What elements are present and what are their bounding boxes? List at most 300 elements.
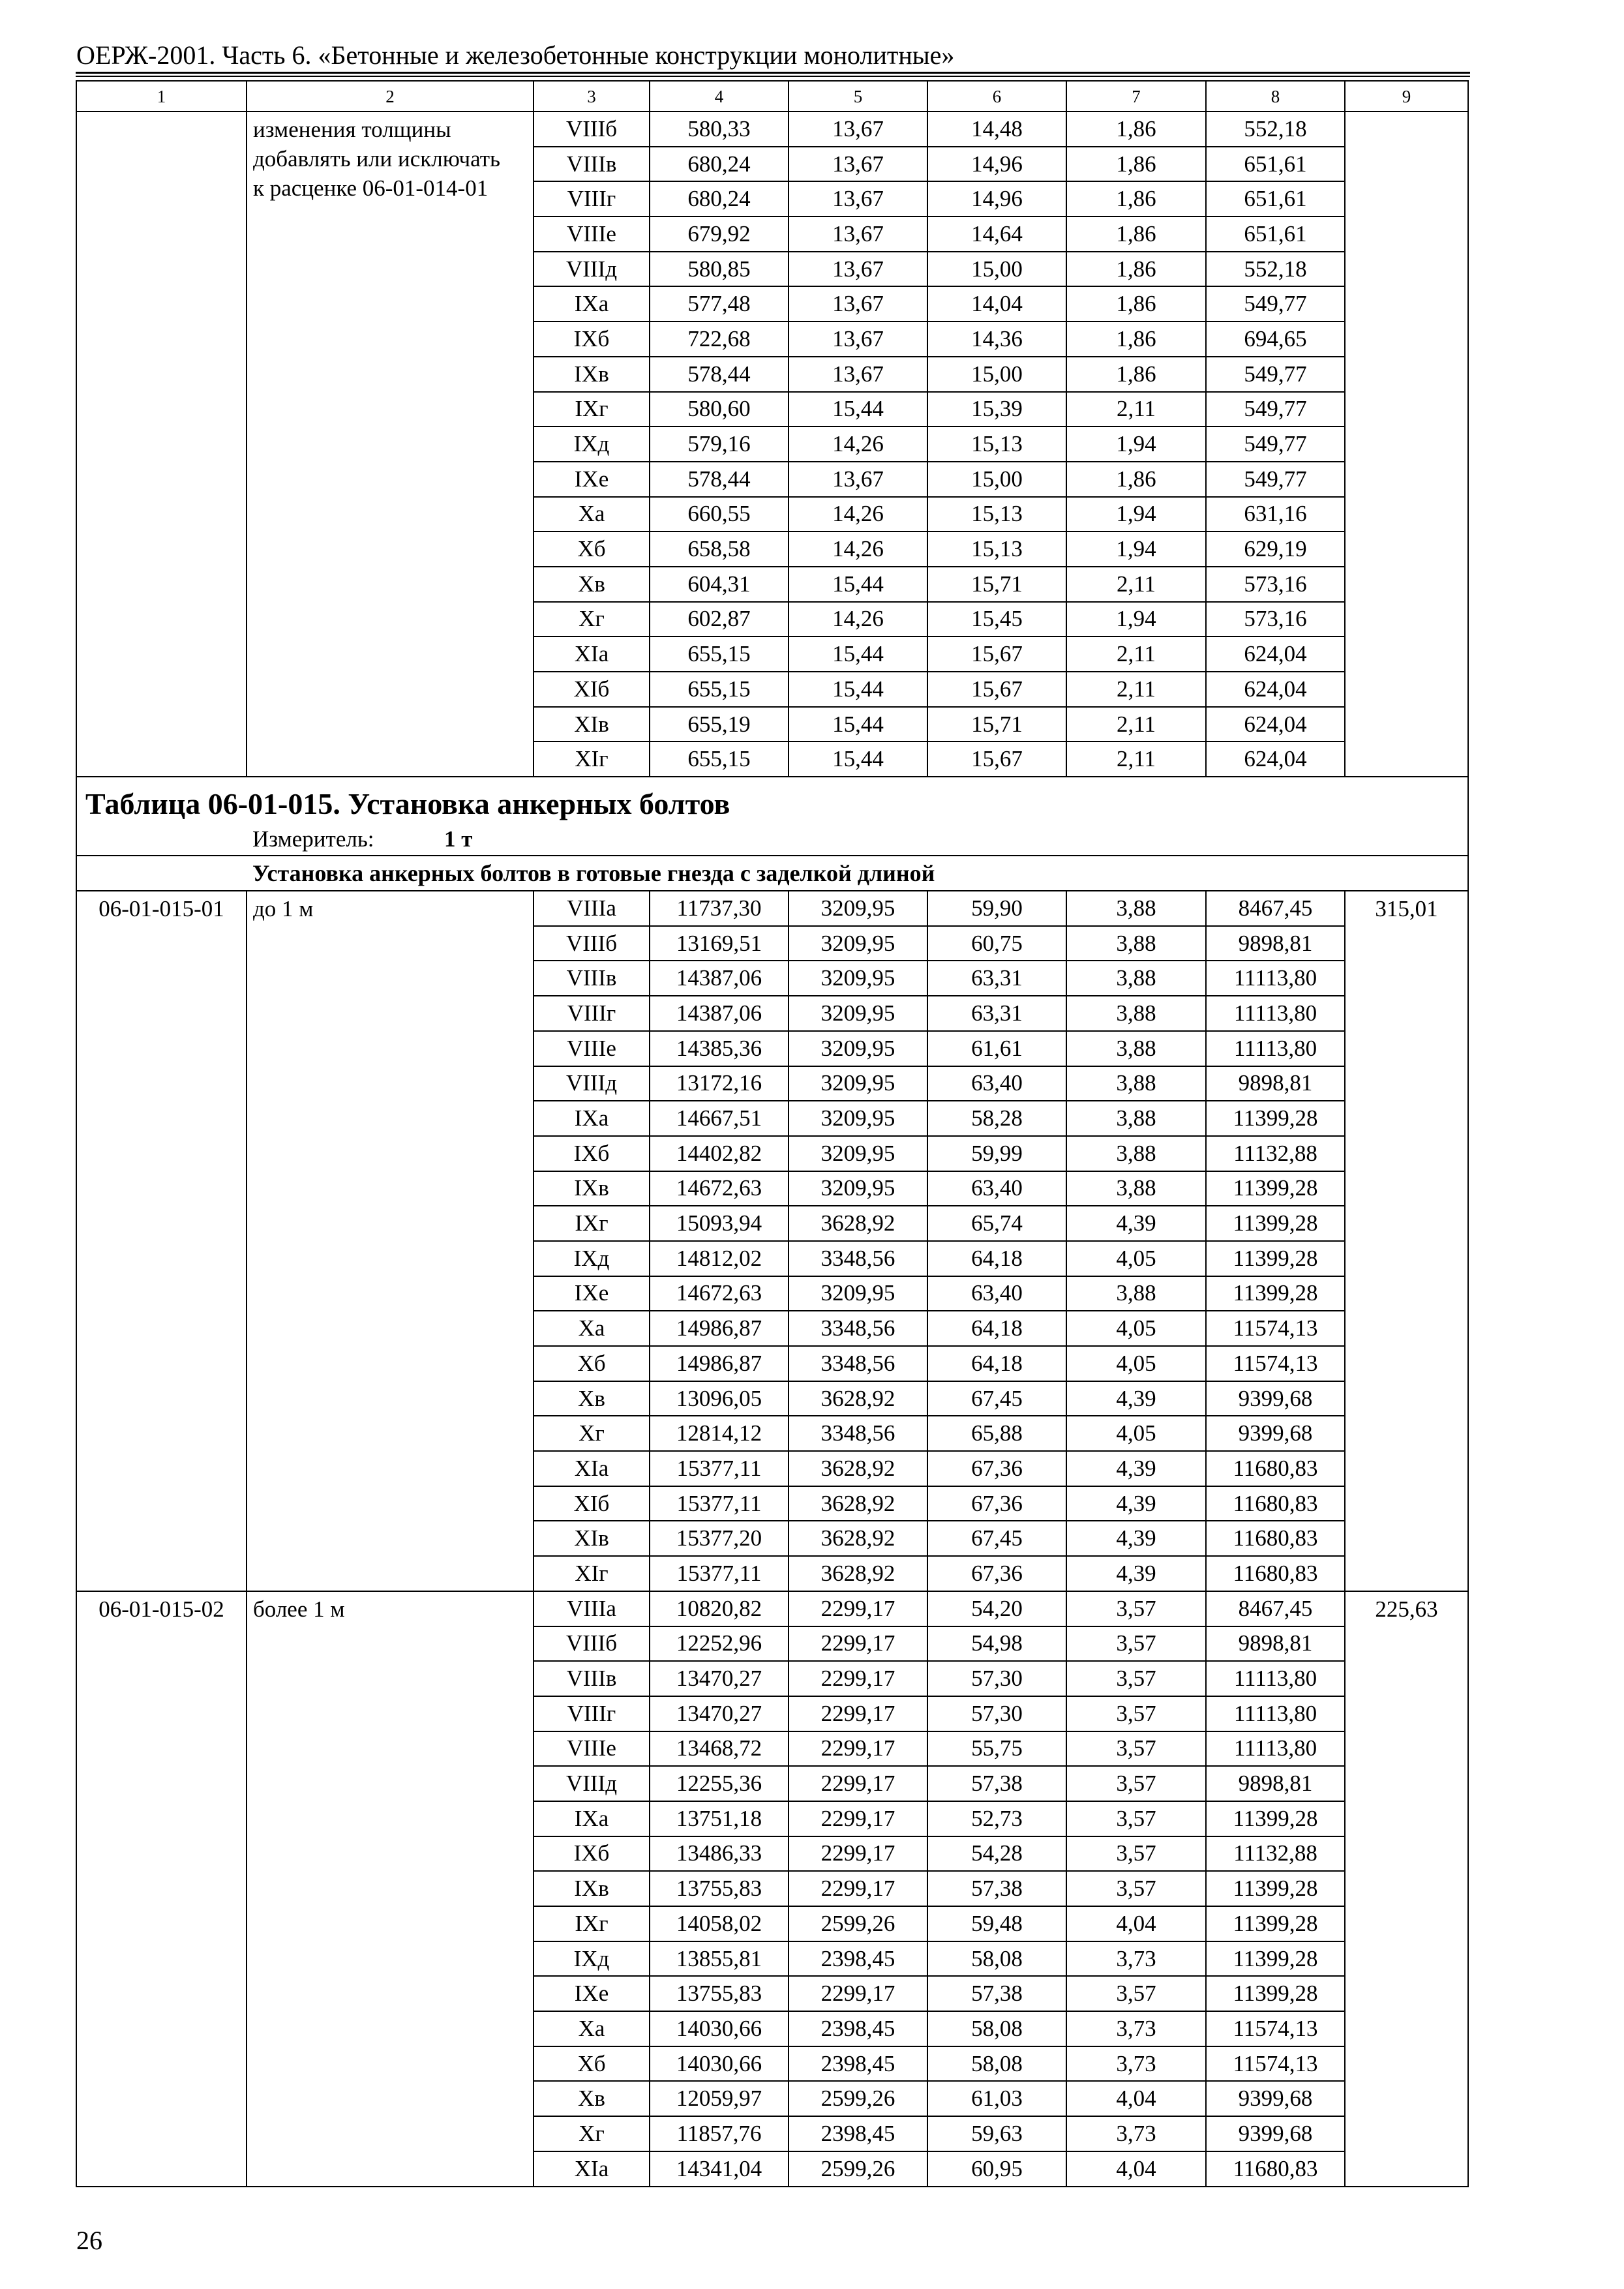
value-cell-col6: 15,13 [927,426,1066,462]
value-cell-col6: 67,36 [927,1451,1066,1486]
value-cell-col4: 14667,51 [650,1101,789,1136]
zone-cell: Xа [534,1311,650,1346]
value-cell-col8: 11574,13 [1206,1346,1345,1381]
value-cell-col7: 4,04 [1066,2081,1206,2116]
value-cell-col7: 1,86 [1066,147,1206,182]
value-cell-col8: 9399,68 [1206,1381,1345,1416]
value-cell-col8: 11113,80 [1206,961,1345,996]
zone-cell: XIб [534,672,650,707]
table-header [76,81,1468,112]
value-cell-col6: 63,40 [927,1066,1066,1101]
value-cell-col8: 11574,13 [1206,2011,1345,2046]
zone-cell: Xв [534,2081,650,2116]
value-cell-col5: 2599,26 [789,2151,927,2187]
value-cell-col4: 14672,63 [650,1171,789,1206]
value-cell-col7: 1,86 [1066,286,1206,322]
value-cell-col4: 13751,18 [650,1801,789,1836]
column-number-row [76,81,1468,112]
zone-cell: VIIIд [534,1766,650,1801]
value-cell-col5: 3628,92 [789,1206,927,1241]
value-cell-col8: 11399,28 [1206,1871,1345,1906]
value-cell-col6: 15,13 [927,531,1066,567]
value-cell-col4: 12814,12 [650,1416,789,1451]
value-cell-col5: 15,44 [789,392,927,427]
column-number: 2 [247,81,534,112]
value-cell-col7: 1,86 [1066,322,1206,357]
value-cell-col6: 60,75 [927,926,1066,961]
value-cell-col7: 3,88 [1066,1276,1206,1311]
value-cell-col4: 12252,96 [650,1626,789,1662]
value-cell-col8: 549,77 [1206,462,1345,497]
rate-code-cell: 06-01-015-02 [76,1591,247,2187]
zone-cell: IXд [534,1241,650,1276]
zone-cell: VIIIв [534,147,650,182]
value-cell-col4: 604,31 [650,567,789,602]
work-description-cell [247,112,534,777]
value-cell-col6: 64,18 [927,1311,1066,1346]
value-cell-col6: 63,31 [927,961,1066,996]
value-cell-col5: 3348,56 [789,1311,927,1346]
rate-code-cell: 06-01-015-01 [76,891,247,1591]
description-line: к расценке 06-01-014-01 [253,175,489,201]
value-cell-col4: 15093,94 [650,1206,789,1241]
value-cell-col6: 14,96 [927,147,1066,182]
value-cell-col8: 573,16 [1206,567,1345,602]
value-cell-col4: 13855,81 [650,1941,789,1977]
zone-cell: IXд [534,426,650,462]
value-cell-col4: 14341,04 [650,2151,789,2187]
value-cell-col5: 2299,17 [789,1976,927,2011]
value-cell-col4: 13470,27 [650,1696,789,1731]
zone-cell: IXа [534,1801,650,1836]
zone-cell: IXг [534,1906,650,1941]
zone-cell: IXг [534,392,650,427]
zone-cell: VIIIе [534,217,650,252]
zone-cell: VIIIа [534,1591,650,1626]
table-title-cell [76,777,1468,856]
description-line: добавлять или исключать [253,146,501,172]
value-cell-col4: 11857,76 [650,2116,789,2151]
value-cell-col5: 2398,45 [789,1941,927,1977]
value-cell-col5: 13,67 [789,252,927,287]
value-cell-col6: 61,03 [927,2081,1066,2116]
value-cell-col4: 580,60 [650,392,789,427]
zone-cell: VIIIа [534,891,650,926]
value-cell-col5: 3348,56 [789,1241,927,1276]
value-cell-col8: 11680,83 [1206,1521,1345,1556]
value-cell-col4: 655,15 [650,636,789,672]
value-cell-col6: 58,08 [927,2011,1066,2046]
value-cell-col4: 580,33 [650,112,789,147]
value-cell-col7: 4,39 [1066,1206,1206,1241]
value-cell-col5: 13,67 [789,112,927,147]
value-cell-col6: 67,45 [927,1381,1066,1416]
value-cell-col8: 624,04 [1206,707,1345,742]
value-cell-col8: 651,61 [1206,147,1345,182]
value-cell-col7: 3,88 [1066,1066,1206,1101]
value-cell-col4: 13486,33 [650,1836,789,1872]
zone-cell: Xб [534,2046,650,2082]
value-cell-col5: 3209,95 [789,891,927,926]
zone-cell: VIIIб [534,1626,650,1662]
value-cell-col8: 651,61 [1206,181,1345,217]
value-cell-col6: 67,36 [927,1486,1066,1521]
value-cell-col4: 577,48 [650,286,789,322]
zone-cell: IXб [534,322,650,357]
value-cell-col4: 578,44 [650,357,789,392]
value-cell-col7: 4,05 [1066,1416,1206,1451]
value-cell-col4: 12255,36 [650,1766,789,1801]
unit-line [85,823,1467,855]
value-cell-col6: 67,36 [927,1556,1066,1591]
value-cell-col7: 3,57 [1066,1836,1206,1872]
value-cell-col7: 4,05 [1066,1241,1206,1276]
value-cell-col6: 59,63 [927,2116,1066,2151]
value-cell-col7: 3,88 [1066,1171,1206,1206]
value-cell-col5: 15,44 [789,567,927,602]
table-row [76,891,1468,926]
value-cell-col5: 14,26 [789,497,927,532]
value-cell-col8: 8467,45 [1206,891,1345,926]
value-cell-col4: 14986,87 [650,1311,789,1346]
zone-cell: IXг [534,1206,650,1241]
value-cell-col8: 9399,68 [1206,2081,1345,2116]
value-cell-col5: 3348,56 [789,1416,927,1451]
value-cell-col6: 61,61 [927,1031,1066,1066]
value-cell-col7: 3,88 [1066,1101,1206,1136]
zone-cell: XIв [534,1521,650,1556]
value-cell-col8: 9399,68 [1206,2116,1345,2151]
value-cell-col5: 3209,95 [789,1031,927,1066]
value-cell-col6: 58,28 [927,1101,1066,1136]
value-cell-col5: 2299,17 [789,1766,927,1801]
value-cell-col6: 57,38 [927,1976,1066,2011]
value-cell-col5: 13,67 [789,462,927,497]
column-number: 4 [650,81,789,112]
value-cell-col8: 624,04 [1206,741,1345,777]
value-cell-col7: 4,05 [1066,1311,1206,1346]
value-cell-col4: 14387,06 [650,996,789,1031]
value-cell-col8: 11113,80 [1206,1661,1345,1696]
col9-value-cell: 225,63 [1345,1591,1468,2187]
zone-cell: IXв [534,1871,650,1906]
value-cell-col4: 579,16 [650,426,789,462]
value-cell-col5: 2299,17 [789,1836,927,1872]
work-description-cell: до 1 м [247,891,534,1591]
value-cell-col8: 549,77 [1206,286,1345,322]
zone-cell: VIIIе [534,1731,650,1767]
value-cell-col4: 660,55 [650,497,789,532]
value-cell-col8: 9898,81 [1206,1766,1345,1801]
value-cell-col8: 651,61 [1206,217,1345,252]
zone-cell: Xг [534,2116,650,2151]
value-cell-col6: 15,00 [927,252,1066,287]
value-cell-col6: 63,31 [927,996,1066,1031]
value-cell-col4: 655,19 [650,707,789,742]
value-cell-col5: 15,44 [789,672,927,707]
zone-cell: Xб [534,1346,650,1381]
zone-cell: VIIIб [534,926,650,961]
zone-cell: VIIIб [534,112,650,147]
value-cell-col7: 1,94 [1066,602,1206,637]
value-cell-col4: 14812,02 [650,1241,789,1276]
value-cell-col5: 13,67 [789,357,927,392]
value-cell-col6: 15,39 [927,392,1066,427]
value-cell-col4: 14672,63 [650,1276,789,1311]
value-cell-col6: 15,45 [927,602,1066,637]
value-cell-col6: 14,96 [927,181,1066,217]
running-header: ОЕРЖ-2001. Часть 6. «Бетонные и железобетонные конструкции монолитные» [76,40,955,70]
table-heading-block [76,777,1468,891]
zone-cell: VIIIг [534,1696,650,1731]
value-cell-col6: 15,00 [927,357,1066,392]
value-cell-col5: 3209,95 [789,996,927,1031]
value-cell-col8: 8467,45 [1206,1591,1345,1626]
value-cell-col7: 1,86 [1066,217,1206,252]
value-cell-col7: 4,39 [1066,1521,1206,1556]
value-cell-col4: 12059,97 [650,2081,789,2116]
zone-cell: XIа [534,1451,650,1486]
value-cell-col7: 3,73 [1066,2046,1206,2082]
value-cell-col5: 13,67 [789,217,927,252]
value-cell-col8: 11680,83 [1206,1486,1345,1521]
unit-value: 1 т [444,826,473,852]
value-cell-col8: 11113,80 [1206,996,1345,1031]
zone-cell: IXб [534,1136,650,1171]
value-cell-col6: 58,08 [927,2046,1066,2082]
value-cell-col5: 2299,17 [789,1801,927,1836]
value-cell-col5: 2299,17 [789,1731,927,1767]
value-cell-col6: 63,40 [927,1171,1066,1206]
value-cell-col4: 580,85 [650,252,789,287]
value-cell-col6: 59,99 [927,1136,1066,1171]
header-double-rule-thin [76,76,1470,77]
value-cell-col8: 11399,28 [1206,1941,1345,1977]
zone-cell: XIа [534,636,650,672]
zone-cell: XIг [534,1556,650,1591]
value-cell-col7: 3,57 [1066,1696,1206,1731]
value-cell-col8: 11113,80 [1206,1731,1345,1767]
value-cell-col4: 14385,36 [650,1031,789,1066]
value-cell-col8: 549,77 [1206,426,1345,462]
value-cell-col4: 14387,06 [650,961,789,996]
value-cell-col4: 15377,11 [650,1451,789,1486]
header-double-rule-thick [76,72,1470,74]
value-cell-col4: 14058,02 [650,1906,789,1941]
value-cell-col5: 3209,95 [789,961,927,996]
zone-cell: Xв [534,567,650,602]
rate-items-block [76,891,1468,2186]
value-cell-col8: 694,65 [1206,322,1345,357]
value-cell-col8: 11113,80 [1206,1031,1345,1066]
value-cell-col5: 13,67 [789,181,927,217]
value-cell-col8: 624,04 [1206,672,1345,707]
zone-cell: Xа [534,2011,650,2046]
column-number: 9 [1345,81,1468,112]
value-cell-col4: 602,87 [650,602,789,637]
value-cell-col8: 9898,81 [1206,1626,1345,1662]
zone-cell: IXа [534,1101,650,1136]
value-cell-col5: 3209,95 [789,1171,927,1206]
value-cell-col5: 2599,26 [789,1906,927,1941]
value-cell-col4: 13468,72 [650,1731,789,1767]
value-cell-col5: 14,26 [789,602,927,637]
value-cell-col6: 55,75 [927,1731,1066,1767]
continued-rates-block [76,112,1468,777]
value-cell-col4: 15377,11 [650,1486,789,1521]
value-cell-col8: 11399,28 [1206,1276,1345,1311]
column-number: 6 [927,81,1066,112]
table-title: Таблица 06-01-015. Установка анкерных болтов [85,787,730,821]
value-cell-col4: 11737,30 [650,891,789,926]
value-cell-col8: 11399,28 [1206,1976,1345,2011]
zone-cell: IXе [534,1276,650,1311]
value-cell-col5: 3209,95 [789,1101,927,1136]
value-cell-col6: 15,67 [927,672,1066,707]
value-cell-col5: 3628,92 [789,1451,927,1486]
value-cell-col6: 64,18 [927,1241,1066,1276]
value-cell-col6: 60,95 [927,2151,1066,2187]
value-cell-col7: 1,86 [1066,181,1206,217]
value-cell-col5: 2599,26 [789,2081,927,2116]
value-cell-col6: 15,67 [927,741,1066,777]
value-cell-col7: 1,94 [1066,531,1206,567]
work-description-cell: более 1 м [247,1591,534,2187]
value-cell-col4: 14030,66 [650,2011,789,2046]
value-cell-col4: 10820,82 [650,1591,789,1626]
page-number: 26 [76,2226,102,2255]
value-cell-col6: 54,28 [927,1836,1066,1872]
value-cell-col7: 3,57 [1066,1871,1206,1906]
value-cell-col5: 3628,92 [789,1556,927,1591]
value-cell-col7: 3,73 [1066,1941,1206,1977]
value-cell-col5: 15,44 [789,636,927,672]
value-cell-col4: 14030,66 [650,2046,789,2082]
rate-code-cell [76,112,247,777]
value-cell-col4: 13755,83 [650,1871,789,1906]
value-cell-col5: 2398,45 [789,2011,927,2046]
value-cell-col8: 9898,81 [1206,1066,1345,1101]
value-cell-col6: 65,74 [927,1206,1066,1241]
value-cell-col5: 14,26 [789,426,927,462]
value-cell-col8: 11113,80 [1206,1696,1345,1731]
value-cell-col6: 57,30 [927,1661,1066,1696]
value-cell-col4: 680,24 [650,181,789,217]
value-cell-col7: 3,73 [1066,2116,1206,2151]
section-subtitle: Установка анкерных болтов в готовые гнезда с заделкой длиной [76,856,1468,891]
zone-cell: Xа [534,497,650,532]
value-cell-col6: 63,40 [927,1276,1066,1311]
zone-cell: XIг [534,741,650,777]
table-row [76,112,1468,147]
value-cell-col5: 3348,56 [789,1346,927,1381]
value-cell-col7: 3,57 [1066,1731,1206,1767]
value-cell-col6: 14,04 [927,286,1066,322]
section-subtitle-row [76,856,1468,891]
value-cell-col5: 3209,95 [789,1136,927,1171]
value-cell-col5: 15,44 [789,707,927,742]
value-cell-col5: 2299,17 [789,1661,927,1696]
col9-value-cell [1345,112,1468,777]
value-cell-col8: 573,16 [1206,602,1345,637]
value-cell-col8: 552,18 [1206,112,1345,147]
value-cell-col6: 64,18 [927,1346,1066,1381]
value-cell-col6: 65,88 [927,1416,1066,1451]
zone-cell: IXб [534,1836,650,1872]
value-cell-col4: 13169,51 [650,926,789,961]
value-cell-col7: 4,05 [1066,1346,1206,1381]
value-cell-col7: 3,57 [1066,1661,1206,1696]
value-cell-col5: 2299,17 [789,1626,927,1662]
value-cell-col5: 13,67 [789,286,927,322]
value-cell-col4: 578,44 [650,462,789,497]
value-cell-col8: 11399,28 [1206,1241,1345,1276]
value-cell-col5: 2398,45 [789,2116,927,2151]
value-cell-col5: 3209,95 [789,1276,927,1311]
value-cell-col7: 4,04 [1066,2151,1206,2187]
value-cell-col4: 679,92 [650,217,789,252]
value-cell-col8: 11680,83 [1206,2151,1345,2187]
value-cell-col4: 15377,11 [650,1556,789,1591]
value-cell-col7: 1,94 [1066,497,1206,532]
value-cell-col8: 11399,28 [1206,1101,1345,1136]
value-cell-col5: 2299,17 [789,1696,927,1731]
value-cell-col5: 3209,95 [789,926,927,961]
value-cell-col6: 59,48 [927,1906,1066,1941]
zone-cell: VIIIг [534,181,650,217]
value-cell-col8: 11399,28 [1206,1906,1345,1941]
zone-cell: Xг [534,602,650,637]
value-cell-col5: 2299,17 [789,1591,927,1626]
zone-cell: VIIIд [534,252,650,287]
value-cell-col7: 2,11 [1066,392,1206,427]
value-cell-col4: 13470,27 [650,1661,789,1696]
value-cell-col5: 3628,92 [789,1381,927,1416]
value-cell-col6: 54,98 [927,1626,1066,1662]
value-cell-col8: 11132,88 [1206,1136,1345,1171]
zone-cell: IXв [534,357,650,392]
value-cell-col5: 3628,92 [789,1521,927,1556]
value-cell-col8: 11132,88 [1206,1836,1345,1872]
value-cell-col7: 3,57 [1066,1766,1206,1801]
value-cell-col6: 52,73 [927,1801,1066,1836]
zone-cell: IXд [534,1941,650,1977]
value-cell-col8: 11399,28 [1206,1171,1345,1206]
value-cell-col8: 11399,28 [1206,1206,1345,1241]
value-cell-col7: 1,86 [1066,252,1206,287]
value-cell-col7: 3,88 [1066,1136,1206,1171]
value-cell-col5: 3209,95 [789,1066,927,1101]
value-cell-col4: 13755,83 [650,1976,789,2011]
col9-value-cell: 315,01 [1345,891,1468,1591]
value-cell-col6: 67,45 [927,1521,1066,1556]
zone-cell: Xб [534,531,650,567]
zone-cell: VIIIг [534,996,650,1031]
value-cell-col7: 3,73 [1066,2011,1206,2046]
value-cell-col7: 3,88 [1066,1031,1206,1066]
value-cell-col7: 1,94 [1066,426,1206,462]
value-cell-col8: 11574,13 [1206,2046,1345,2082]
value-cell-col7: 3,57 [1066,1976,1206,2011]
value-cell-col8: 11399,28 [1206,1801,1345,1836]
value-cell-col5: 2398,45 [789,2046,927,2082]
value-cell-col6: 59,90 [927,891,1066,926]
value-cell-col7: 3,57 [1066,1626,1206,1662]
value-cell-col7: 2,11 [1066,567,1206,602]
value-cell-col6: 15,13 [927,497,1066,532]
zone-cell: XIа [534,2151,650,2187]
value-cell-col7: 3,57 [1066,1591,1206,1626]
